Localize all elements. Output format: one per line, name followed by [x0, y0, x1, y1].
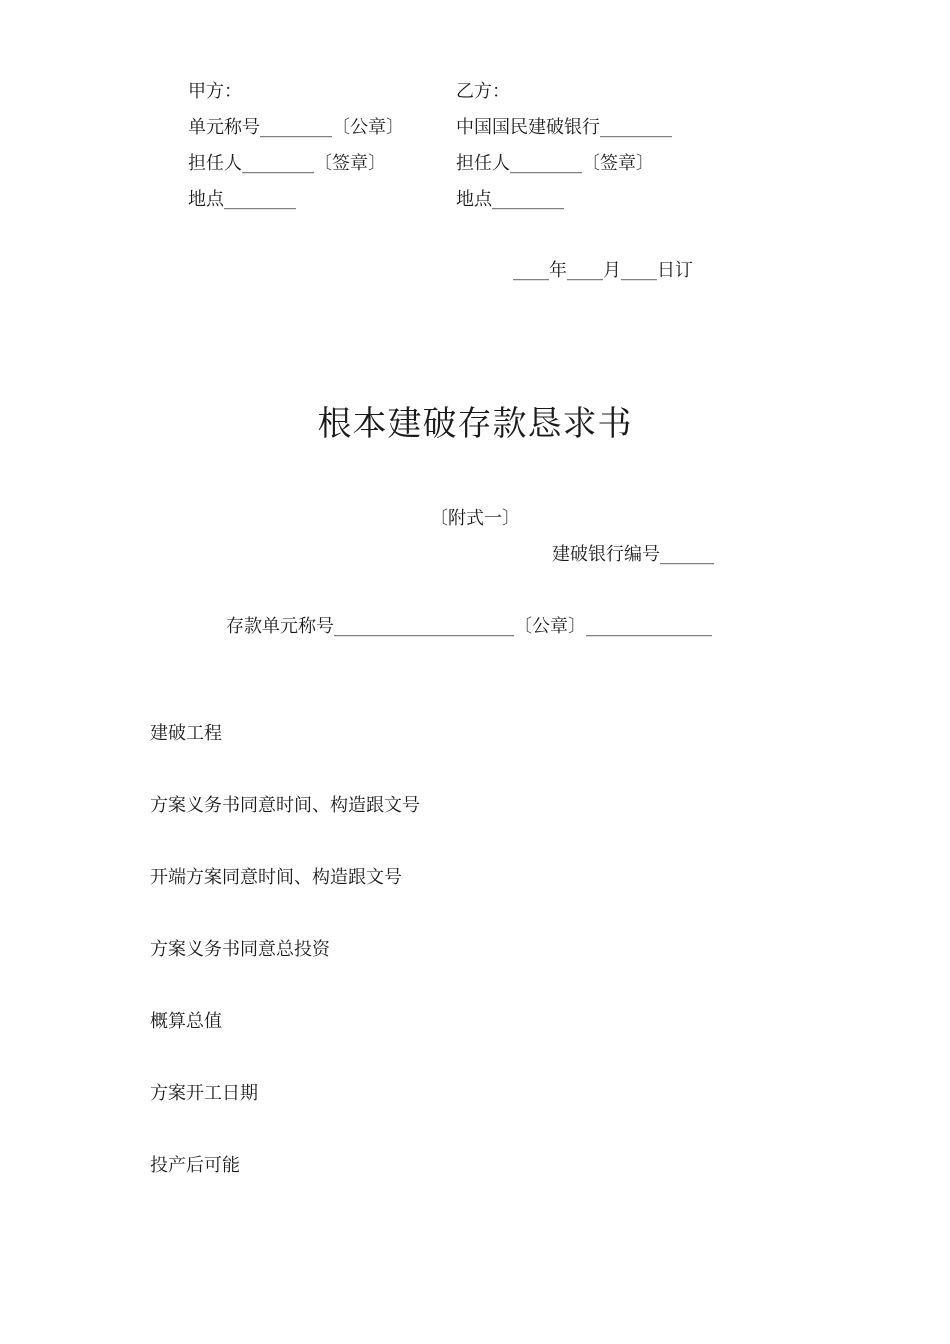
field-label: 方案义务书同意时间、构造跟文号	[150, 795, 420, 816]
party-a-label: 甲方：	[188, 81, 242, 102]
party-b-label: 乙方：	[456, 81, 510, 102]
field-label: 开端方案同意时间、构造跟文号	[150, 867, 402, 888]
field-label: 方案开工日期	[150, 1083, 258, 1104]
field-label: 概算总值	[150, 1011, 222, 1032]
party-a-unit-name: 单元称号________〔公章〕	[188, 117, 404, 138]
field-label: 建破工程	[150, 723, 222, 744]
party-b-location: 地点________	[456, 189, 564, 210]
bank-number: 建破银行编号______	[552, 544, 714, 565]
party-a-location: 地点________	[188, 189, 296, 210]
party-b-unit-name: 中国国民建破银行________	[456, 117, 672, 138]
party-a-person: 担任人________〔签章〕	[188, 153, 386, 174]
field-label: 方案义务书同意总投资	[150, 939, 330, 960]
page-title: 根本建破存款恳求书	[317, 404, 633, 444]
deposit-unit: 存款单元称号____________________〔公章〕______________	[226, 616, 712, 637]
field-label: 投产后可能	[150, 1155, 240, 1176]
party-b-person: 担任人________〔签章〕	[456, 153, 654, 174]
attachment-note: 〔附式一〕	[430, 508, 520, 529]
date-line: ____年____月____日订	[513, 260, 693, 281]
